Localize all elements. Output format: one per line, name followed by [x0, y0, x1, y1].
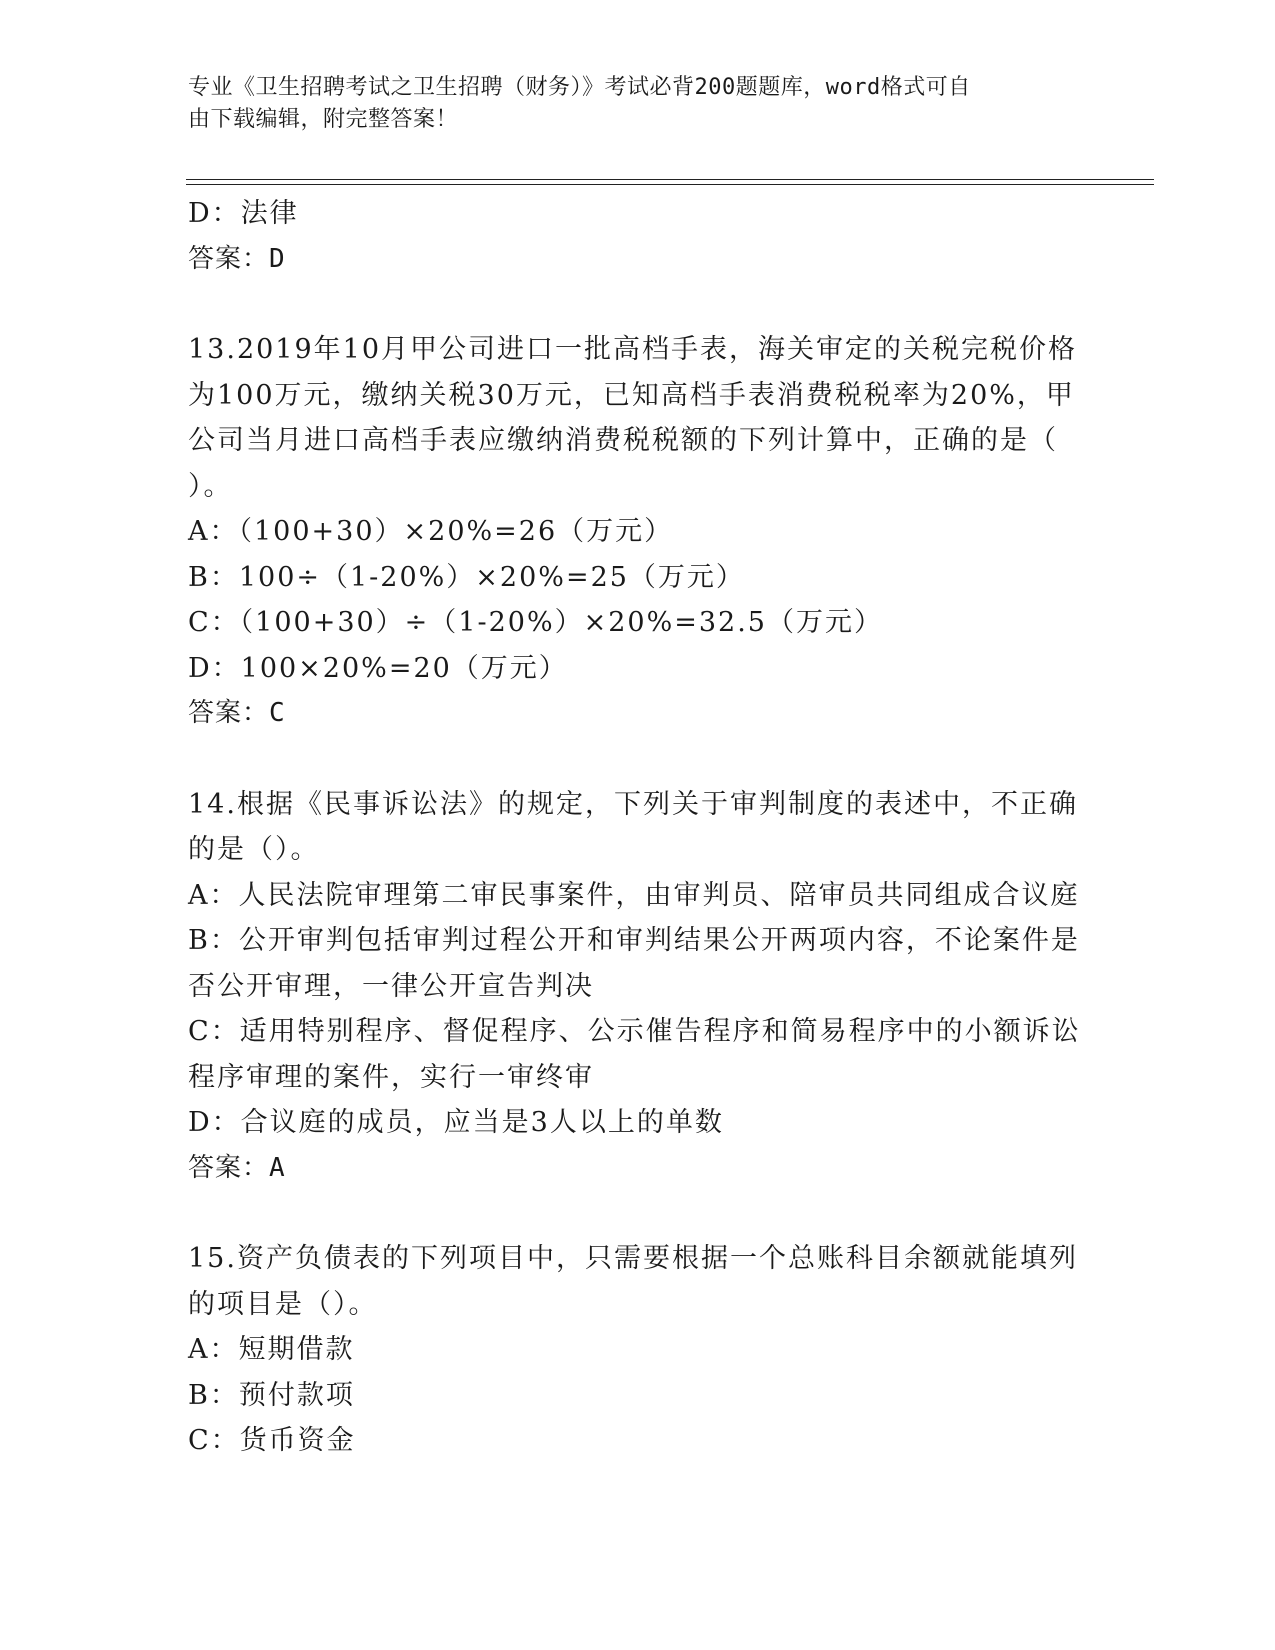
prev-answer: 答案：D	[188, 243, 286, 274]
spacer	[188, 282, 1088, 327]
question-14-text: 14.根据《民事诉讼法》的规定，下列关于审判制度的表述中，不正确	[188, 788, 1078, 820]
question-15-option-b: B：预付款项	[188, 1379, 355, 1411]
question-14	[188, 782, 1088, 1192]
question-13-option-d: D：100×20%=20（万元）	[188, 652, 568, 684]
question-13	[188, 327, 1088, 737]
question-15	[188, 1236, 1088, 1464]
header-divider-top	[186, 179, 1154, 180]
question-14-text: 的是（）。	[188, 834, 320, 865]
spacer	[188, 737, 1088, 782]
question-14-option-c-cont: 程序审理的案件，实行一审终审	[188, 1061, 594, 1093]
question-14-option-a: A：人民法院审理第二审民事案件，由审判员、陪审员共同组成合议庭	[188, 879, 1080, 911]
question-13-text: 为100万元，缴纳关税30万元，已知高档手表消费税税率为20%，甲	[188, 379, 1075, 411]
question-13-text: 公司当月进口高档手表应缴纳消费税税额的下列计算中，正确的是（	[188, 425, 1058, 456]
question-13-text: ）。	[188, 470, 233, 502]
question-content	[188, 191, 1088, 1464]
spacer	[188, 1191, 1088, 1236]
question-15-text: 15.资产负债表的下列项目中，只需要根据一个总账科目余额就能填列	[188, 1243, 1078, 1274]
question-14-option-b: B：公开审判包括审判过程公开和审判结果公开两项内容，不论案件是	[188, 925, 1080, 956]
question-13-option-c: C：（100+30）÷（1-20%）×20%=32.5（万元）	[188, 607, 883, 638]
question-13-answer: 答案：C	[188, 698, 286, 728]
header-line-1: 专业《卫生招聘考试之卫生招聘（财务）》考试必背200题题库，word格式可自	[188, 75, 971, 100]
header-line-2: 由下载编辑，附完整答案！	[188, 107, 459, 132]
question-14-option-d: D：合议庭的成员，应当是3人以上的单数	[188, 1107, 724, 1138]
question-13-option-a: A：（100+30）×20%=26（万元）	[188, 516, 674, 547]
question-15-option-a: A：短期借款	[188, 1334, 355, 1365]
question-14-option-b-cont: 否公开审理，一律公开宣告判决	[188, 970, 594, 1002]
prev-option-d: D：法律	[188, 198, 299, 229]
question-14-option-c: C：适用特别程序、督促程序、公示催告程序和简易程序中的小额诉讼	[188, 1016, 1081, 1047]
question-15-text: 的项目是（）。	[188, 1288, 378, 1320]
page-header	[188, 72, 1068, 136]
question-13-text: 13.2019年10月甲公司进口一批高档手表，海关审定的关税完税价格	[188, 334, 1078, 365]
question-14-answer: 答案：A	[188, 1152, 286, 1183]
question-13-option-b: B：100÷（1-20%）×20%=25（万元）	[188, 561, 745, 593]
question-15-option-c: C：货币资金	[188, 1425, 356, 1456]
header-divider-bottom	[186, 184, 1154, 185]
